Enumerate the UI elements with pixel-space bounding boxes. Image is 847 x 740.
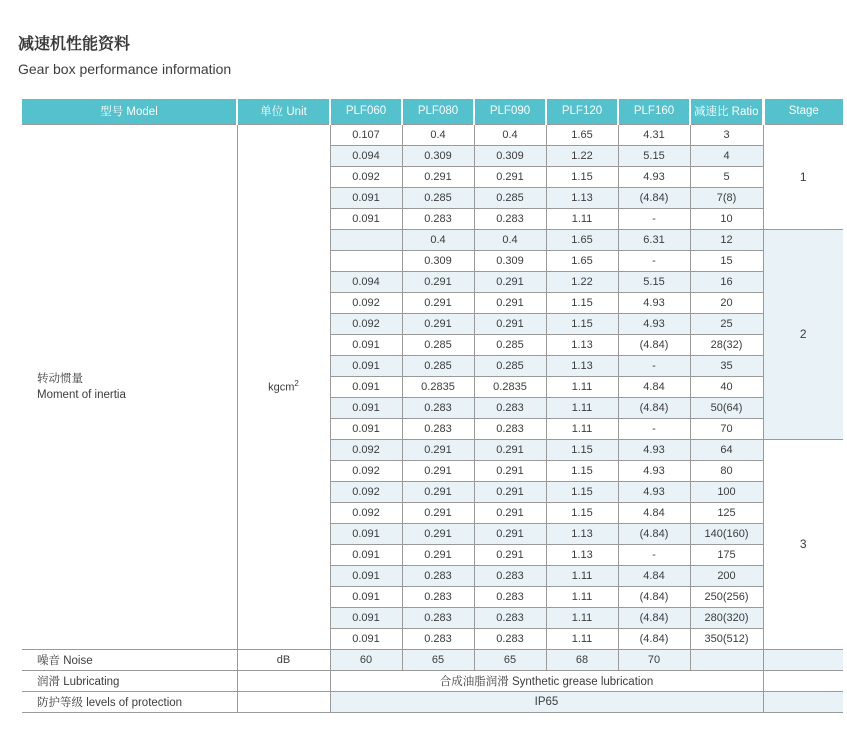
ratio-cell: 200 <box>690 565 763 586</box>
value-cell: 0.291 <box>402 313 474 334</box>
value-cell: 4.93 <box>618 481 690 502</box>
value-cell: 0.283 <box>402 208 474 229</box>
header-plf060: PLF060 <box>330 99 402 124</box>
page-title-zh: 减速机性能资料 <box>18 36 131 53</box>
value-cell: 0.309 <box>474 145 546 166</box>
value-cell: 6.31 <box>618 229 690 250</box>
value-cell: 0.4 <box>474 124 546 145</box>
value-cell: 5.15 <box>618 271 690 292</box>
value-cell: (4.84) <box>618 586 690 607</box>
value-cell: 0.291 <box>402 166 474 187</box>
value-cell: 0.291 <box>402 460 474 481</box>
value-cell: 1.65 <box>546 124 618 145</box>
stage-cell: 2 <box>763 229 843 439</box>
value-cell: 1.65 <box>546 250 618 271</box>
value-cell: 0.291 <box>474 166 546 187</box>
noise-unit: dB <box>237 649 330 670</box>
page-title-block <box>18 35 847 78</box>
ratio-cell: 4 <box>690 145 763 166</box>
header-unit: 单位 Unit <box>237 99 330 124</box>
value-cell: 4.93 <box>618 460 690 481</box>
ratio-cell: 100 <box>690 481 763 502</box>
noise-stage-empty <box>763 649 843 670</box>
value-cell: 0.091 <box>330 397 402 418</box>
value-cell: 0.092 <box>330 481 402 502</box>
value-cell: (4.84) <box>618 397 690 418</box>
value-cell: 0.285 <box>474 355 546 376</box>
value-cell: 1.11 <box>546 607 618 628</box>
value-cell: 0.2835 <box>402 376 474 397</box>
value-cell: 0.283 <box>402 607 474 628</box>
bottom-rows <box>22 649 843 712</box>
value-cell: - <box>618 418 690 439</box>
value-cell: 0.291 <box>474 523 546 544</box>
value-cell: 0.291 <box>474 313 546 334</box>
value-cell: 1.22 <box>546 271 618 292</box>
value-cell: (4.84) <box>618 607 690 628</box>
ratio-cell: 15 <box>690 250 763 271</box>
value-cell: 0.291 <box>474 439 546 460</box>
value-cell: - <box>618 355 690 376</box>
value-cell: 0.092 <box>330 292 402 313</box>
ratio-cell: 280(320) <box>690 607 763 628</box>
lubricating-row <box>22 670 843 691</box>
value-cell: 1.11 <box>546 208 618 229</box>
header-plf120: PLF120 <box>546 99 618 124</box>
value-cell: 1.13 <box>546 355 618 376</box>
ratio-cell: 40 <box>690 376 763 397</box>
value-cell: 0.285 <box>474 334 546 355</box>
value-cell: 0.291 <box>474 460 546 481</box>
table-header <box>22 99 843 124</box>
header-plf080: PLF080 <box>402 99 474 124</box>
protection-value: IP65 <box>330 691 763 712</box>
value-cell: 0.285 <box>474 187 546 208</box>
value-cell: (4.84) <box>618 187 690 208</box>
unit-base: kgcm <box>268 381 295 394</box>
value-cell: 0.4 <box>402 229 474 250</box>
value-cell: 0.283 <box>402 418 474 439</box>
value-cell: 4.84 <box>618 376 690 397</box>
value-cell: 1.11 <box>546 397 618 418</box>
stage-cell: 1 <box>763 124 843 229</box>
value-cell: 1.13 <box>546 334 618 355</box>
value-cell: 0.092 <box>330 439 402 460</box>
noise-label: 噪音 Noise <box>22 649 237 670</box>
value-cell: 0.091 <box>330 523 402 544</box>
value-cell: - <box>618 250 690 271</box>
value-cell: 0.291 <box>402 544 474 565</box>
value-cell: 0.291 <box>402 439 474 460</box>
value-cell: 1.15 <box>546 460 618 481</box>
lubricating-unit-empty <box>237 670 330 691</box>
ratio-cell: 80 <box>690 460 763 481</box>
ratio-cell: 3 <box>690 124 763 145</box>
value-cell: 0.4 <box>402 124 474 145</box>
value-cell: 4.84 <box>618 502 690 523</box>
value-cell: 5.15 <box>618 145 690 166</box>
value-cell: 0.291 <box>402 502 474 523</box>
ratio-cell: 25 <box>690 313 763 334</box>
lubricating-value: 合成油脂润滑 Synthetic grease lubrication <box>330 670 763 691</box>
value-cell: 1.15 <box>546 313 618 334</box>
value-cell: 1.11 <box>546 418 618 439</box>
noise-row <box>22 649 843 670</box>
ratio-cell: 125 <box>690 502 763 523</box>
value-cell: 1.13 <box>546 544 618 565</box>
value-cell: 0.091 <box>330 418 402 439</box>
value-cell: 0.291 <box>402 271 474 292</box>
value-cell: 4.31 <box>618 124 690 145</box>
value-cell: 0.091 <box>330 187 402 208</box>
value-cell <box>330 250 402 271</box>
ratio-cell: 64 <box>690 439 763 460</box>
unit-sup: 2 <box>294 379 299 389</box>
value-cell: 0.4 <box>474 229 546 250</box>
value-cell: 0.283 <box>474 565 546 586</box>
value-cell: 0.091 <box>330 607 402 628</box>
value-cell: 0.091 <box>330 376 402 397</box>
value-cell: 4.93 <box>618 292 690 313</box>
value-cell: (4.84) <box>618 628 690 649</box>
performance-table <box>22 99 843 713</box>
noise-value: 60 <box>330 649 402 670</box>
inertia-label <box>22 124 237 649</box>
value-cell: 0.094 <box>330 145 402 166</box>
value-cell: 0.291 <box>474 271 546 292</box>
value-cell: 1.15 <box>546 439 618 460</box>
ratio-cell: 28(32) <box>690 334 763 355</box>
inertia-unit <box>237 124 330 649</box>
noise-value: 65 <box>402 649 474 670</box>
ratio-cell: 12 <box>690 229 763 250</box>
value-cell: 1.13 <box>546 523 618 544</box>
value-cell: 0.094 <box>330 271 402 292</box>
noise-value: 65 <box>474 649 546 670</box>
value-cell: 0.091 <box>330 208 402 229</box>
value-cell: 0.091 <box>330 334 402 355</box>
ratio-cell: 50(64) <box>690 397 763 418</box>
page-title-en: Gear box performance information <box>18 61 232 77</box>
value-cell: 0.283 <box>474 397 546 418</box>
stage-cell: 3 <box>763 439 843 649</box>
value-cell: 0.309 <box>402 250 474 271</box>
ratio-cell: 350(512) <box>690 628 763 649</box>
value-cell: 1.22 <box>546 145 618 166</box>
value-cell: 0.283 <box>474 628 546 649</box>
value-cell: - <box>618 544 690 565</box>
value-cell: 0.092 <box>330 166 402 187</box>
protection-stage-empty <box>763 691 843 712</box>
value-cell: 0.092 <box>330 502 402 523</box>
value-cell: 0.092 <box>330 460 402 481</box>
ratio-cell: 70 <box>690 418 763 439</box>
ratio-cell: 20 <box>690 292 763 313</box>
ratio-cell: 250(256) <box>690 586 763 607</box>
value-cell: 0.092 <box>330 313 402 334</box>
value-cell: (4.84) <box>618 334 690 355</box>
value-cell: 0.091 <box>330 355 402 376</box>
value-cell: 4.84 <box>618 565 690 586</box>
value-cell: 0.283 <box>474 607 546 628</box>
noise-ratio-empty <box>690 649 763 670</box>
protection-unit-empty <box>237 691 330 712</box>
ratio-cell: 16 <box>690 271 763 292</box>
value-cell: 0.309 <box>474 250 546 271</box>
value-cell <box>330 229 402 250</box>
value-cell: 4.93 <box>618 166 690 187</box>
value-cell: 0.283 <box>402 565 474 586</box>
value-cell: 0.283 <box>474 208 546 229</box>
noise-value: 68 <box>546 649 618 670</box>
ratio-cell: 7(8) <box>690 187 763 208</box>
ratio-cell: 175 <box>690 544 763 565</box>
value-cell: 1.11 <box>546 586 618 607</box>
value-cell: 0.091 <box>330 628 402 649</box>
value-cell: 0.283 <box>402 397 474 418</box>
value-cell: 0.309 <box>402 145 474 166</box>
value-cell: 0.291 <box>474 502 546 523</box>
inertia-label-en: Moment of inertia <box>37 388 126 401</box>
inertia-label-zh: 转动惯量 <box>37 372 83 385</box>
ratio-cell: 10 <box>690 208 763 229</box>
value-cell: 1.11 <box>546 376 618 397</box>
value-cell: 0.291 <box>474 544 546 565</box>
table-row <box>22 124 843 145</box>
value-cell: 0.291 <box>474 292 546 313</box>
value-cell: 4.93 <box>618 313 690 334</box>
value-cell: 0.291 <box>402 292 474 313</box>
header-row <box>22 99 843 124</box>
value-cell: 0.291 <box>402 523 474 544</box>
header-plf160: PLF160 <box>618 99 690 124</box>
ratio-cell: 35 <box>690 355 763 376</box>
lubricating-label: 润滑 Lubricating <box>22 670 237 691</box>
value-cell: 0.091 <box>330 544 402 565</box>
protection-row <box>22 691 843 712</box>
header-stage: Stage <box>763 99 843 124</box>
value-cell: 1.15 <box>546 166 618 187</box>
value-cell: 0.283 <box>402 628 474 649</box>
value-cell: 0.091 <box>330 565 402 586</box>
inertia-rows <box>22 124 843 649</box>
value-cell: 0.283 <box>474 418 546 439</box>
value-cell: 1.15 <box>546 481 618 502</box>
header-model: 型号 Model <box>22 99 237 124</box>
value-cell: 1.15 <box>546 502 618 523</box>
value-cell: 0.283 <box>474 586 546 607</box>
value-cell: 1.11 <box>546 565 618 586</box>
value-cell: 4.93 <box>618 439 690 460</box>
value-cell: 0.283 <box>402 586 474 607</box>
value-cell: 1.15 <box>546 292 618 313</box>
value-cell: 1.11 <box>546 628 618 649</box>
value-cell: 0.291 <box>474 481 546 502</box>
value-cell: 0.107 <box>330 124 402 145</box>
ratio-cell: 140(160) <box>690 523 763 544</box>
value-cell: - <box>618 208 690 229</box>
lubricating-stage-empty <box>763 670 843 691</box>
value-cell: 0.091 <box>330 586 402 607</box>
value-cell: 0.285 <box>402 334 474 355</box>
value-cell: 0.285 <box>402 187 474 208</box>
header-plf090: PLF090 <box>474 99 546 124</box>
value-cell: 1.65 <box>546 229 618 250</box>
value-cell: 1.13 <box>546 187 618 208</box>
protection-label: 防护等级 levels of protection <box>22 691 237 712</box>
ratio-cell: 5 <box>690 166 763 187</box>
value-cell: (4.84) <box>618 523 690 544</box>
header-ratio: 减速比 Ratio <box>690 99 763 124</box>
value-cell: 0.291 <box>402 481 474 502</box>
noise-value: 70 <box>618 649 690 670</box>
value-cell: 0.2835 <box>474 376 546 397</box>
value-cell: 0.285 <box>402 355 474 376</box>
